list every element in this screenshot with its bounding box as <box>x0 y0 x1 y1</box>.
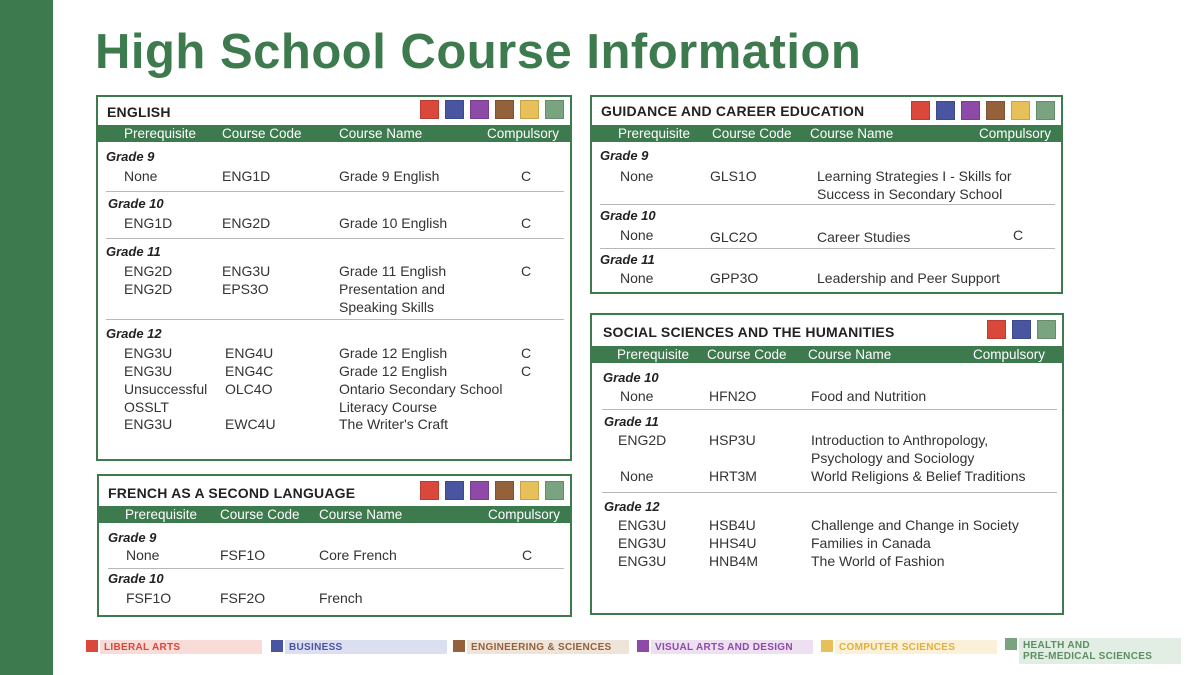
panel-header <box>99 476 570 504</box>
legend-label: COMPUTER SCIENCES <box>839 642 956 653</box>
code-cell: ENG4C <box>225 363 274 379</box>
prereq-cell: ENG3U <box>618 535 667 551</box>
name-cell: Food and Nutrition <box>811 388 927 404</box>
page-title: High School Course Information <box>95 25 862 79</box>
social-sciences-panel <box>590 313 1064 615</box>
code-cell: OLC4O <box>225 381 273 397</box>
code-cell: GLS1O <box>710 168 757 184</box>
category-swatches <box>420 481 564 500</box>
grade-label: Grade 11 <box>106 244 161 259</box>
category-swatches <box>987 320 1056 339</box>
compulsory-cell: C <box>522 547 533 563</box>
prereq-cell: ENG1D <box>124 215 173 231</box>
col-course-code: Course Code <box>707 347 787 362</box>
name-cell: Learning Strategies I - Skills for <box>817 168 1012 184</box>
code-cell: ENG3U <box>222 263 271 279</box>
col-prerequisite: Prerequisite <box>124 126 197 141</box>
code-cell: ENG4U <box>225 345 274 361</box>
panel-title: SOCIAL SCIENCES AND THE HUMANITIES <box>603 324 895 340</box>
swatch-engineering <box>986 101 1005 120</box>
divider <box>602 409 1057 410</box>
code-cell: HSB4U <box>709 517 756 533</box>
prereq-cell: None <box>124 168 158 184</box>
panel-title: FRENCH AS A SECOND LANGUAGE <box>108 485 356 501</box>
col-prerequisite: Prerequisite <box>125 507 198 522</box>
swatch-health <box>545 100 564 119</box>
prereq-cell: ENG3U <box>124 345 173 361</box>
swatch-engineering <box>495 100 514 119</box>
panel-title: ENGLISH <box>107 104 171 120</box>
swatch-liberal-arts <box>987 320 1006 339</box>
code-cell: FSF1O <box>220 547 266 563</box>
code-cell: EPS3O <box>222 281 269 297</box>
compulsory-cell: C <box>521 345 532 361</box>
swatch-business <box>445 100 464 119</box>
name-cell: Grade 12 English <box>339 345 448 361</box>
divider <box>106 319 564 320</box>
col-course-code: Course Code <box>712 126 792 141</box>
col-prerequisite: Prerequisite <box>617 347 690 362</box>
grade-label: Grade 10 <box>108 571 164 586</box>
prereq-cell: ENG3U <box>618 553 667 569</box>
legend-label: ENGINEERING & SCIENCES <box>471 642 612 653</box>
legend-business <box>271 639 447 655</box>
name-cell: Presentation and <box>339 281 445 297</box>
category-swatches <box>911 101 1055 120</box>
prereq-cell: ENG2D <box>618 432 667 448</box>
compulsory-cell: C <box>1013 227 1024 243</box>
name-cell: Psychology and Sociology <box>811 450 975 466</box>
column-header <box>99 506 570 523</box>
grade-label: Grade 9 <box>106 149 155 164</box>
legend-swatch <box>271 640 283 652</box>
panel-header <box>592 315 1062 346</box>
swatch-health <box>1036 101 1055 120</box>
prereq-cell: Unsuccessful <box>124 381 208 397</box>
col-compulsory: Compulsory <box>973 347 1046 362</box>
code-cell: GPP3O <box>710 270 759 286</box>
compulsory-cell: C <box>521 168 532 184</box>
name-cell: Core French <box>319 547 397 563</box>
name-cell: Grade 10 English <box>339 215 448 231</box>
compulsory-cell: C <box>521 215 532 231</box>
name-cell: Literacy Course <box>339 399 438 415</box>
col-course-name: Course Name <box>339 126 423 141</box>
name-cell: Success in Secondary School <box>817 186 1003 202</box>
prereq-cell: None <box>620 270 654 286</box>
prereq-cell: None <box>126 547 160 563</box>
compulsory-cell: C <box>521 363 532 379</box>
panel-header <box>98 97 570 125</box>
col-compulsory: Compulsory <box>487 126 560 141</box>
code-cell: HNB4M <box>709 553 759 569</box>
name-cell: Ontario Secondary School <box>339 381 503 397</box>
name-cell: Families in Canada <box>811 535 931 551</box>
legend-health <box>1005 637 1181 663</box>
swatch-health <box>1037 320 1056 339</box>
code-cell: ENG2D <box>222 215 271 231</box>
grade-label: Grade 11 <box>604 414 659 429</box>
legend-swatch <box>821 640 833 652</box>
prereq-cell: ENG2D <box>124 263 173 279</box>
column-header <box>592 125 1061 142</box>
swatch-liberal-arts <box>420 100 439 119</box>
prereq-cell: None <box>620 468 654 484</box>
legend-visual-arts <box>637 639 813 655</box>
divider <box>602 492 1057 493</box>
prereq-cell: OSSLT <box>124 399 169 415</box>
grade-label: Grade 10 <box>603 370 659 385</box>
legend-label: LIBERAL ARTS <box>104 642 181 653</box>
compulsory-cell: C <box>521 263 532 279</box>
panel-header <box>592 97 1061 125</box>
swatch-computer <box>520 481 539 500</box>
col-course-name: Course Name <box>808 347 892 362</box>
legend-swatch <box>86 640 98 652</box>
grade-label: Grade 12 <box>106 326 162 341</box>
legend-swatch <box>453 640 465 652</box>
divider <box>600 248 1055 249</box>
swatch-visual-arts <box>961 101 980 120</box>
code-cell: GLC2O <box>710 229 758 245</box>
legend-computer <box>821 639 997 655</box>
grade-label: Grade 9 <box>600 148 649 163</box>
swatch-business <box>936 101 955 120</box>
name-cell: The World of Fashion <box>811 553 945 569</box>
name-cell: French <box>319 590 363 606</box>
code-cell: HHS4U <box>709 535 757 551</box>
divider <box>108 568 564 569</box>
grade-label: Grade 12 <box>604 499 660 514</box>
code-cell: HFN2O <box>709 388 757 404</box>
swatch-liberal-arts <box>420 481 439 500</box>
divider <box>106 238 564 239</box>
legend-label: BUSINESS <box>289 642 343 653</box>
legend-label: HEALTH AND <box>1023 640 1090 651</box>
col-course-code: Course Code <box>220 507 300 522</box>
swatch-visual-arts <box>470 100 489 119</box>
name-cell: Grade 12 English <box>339 363 448 379</box>
column-header <box>98 125 570 142</box>
divider <box>600 204 1055 205</box>
prereq-cell: ENG3U <box>124 363 173 379</box>
swatch-health <box>545 481 564 500</box>
english-panel <box>96 95 572 461</box>
name-cell: Speaking Skills <box>339 299 434 315</box>
swatch-business <box>1012 320 1031 339</box>
name-cell: The Writer's Craft <box>339 416 448 432</box>
divider <box>106 191 564 192</box>
grade-label: Grade 9 <box>108 530 157 545</box>
prereq-cell: ENG2D <box>124 281 173 297</box>
col-course-name: Course Name <box>810 126 894 141</box>
prereq-cell: ENG3U <box>124 416 173 432</box>
grade-label: Grade 10 <box>600 208 656 223</box>
col-compulsory: Compulsory <box>979 126 1052 141</box>
name-cell: Grade 9 English <box>339 168 440 184</box>
legend-label: PRE-MEDICAL SCIENCES <box>1023 651 1153 662</box>
code-cell: FSF2O <box>220 590 266 606</box>
col-course-code: Course Code <box>222 126 302 141</box>
col-course-name: Course Name <box>319 507 403 522</box>
legend-swatch <box>637 640 649 652</box>
name-cell: Career Studies <box>817 229 911 245</box>
prereq-cell: ENG3U <box>618 517 667 533</box>
code-cell: HSP3U <box>709 432 756 448</box>
col-prerequisite: Prerequisite <box>618 126 691 141</box>
name-cell: Challenge and Change in Society <box>811 517 1019 533</box>
french-panel <box>97 474 572 617</box>
name-cell: Grade 11 English <box>339 263 447 279</box>
panel-title: GUIDANCE AND CAREER EDUCATION <box>601 103 865 119</box>
name-cell: Introduction to Anthropology, <box>811 432 989 448</box>
prereq-cell: None <box>620 227 654 243</box>
guidance-panel <box>590 95 1063 294</box>
grade-label: Grade 11 <box>600 252 655 267</box>
name-cell: World Religions & Belief Traditions <box>811 468 1026 484</box>
column-header <box>592 346 1062 363</box>
side-accent-bar <box>0 0 53 675</box>
prereq-cell: None <box>620 168 654 184</box>
swatch-computer <box>520 100 539 119</box>
prereq-cell: FSF1O <box>126 590 172 606</box>
code-cell: ENG1D <box>222 168 271 184</box>
swatch-computer <box>1011 101 1030 120</box>
swatch-engineering <box>495 481 514 500</box>
legend-liberal-arts <box>86 639 262 655</box>
col-compulsory: Compulsory <box>488 507 561 522</box>
grade-label: Grade 10 <box>108 196 164 211</box>
legend-swatch <box>1005 638 1017 650</box>
swatch-liberal-arts <box>911 101 930 120</box>
code-cell: HRT3M <box>709 468 757 484</box>
legend-engineering <box>453 639 629 655</box>
code-cell: EWC4U <box>225 416 276 432</box>
legend-label: VISUAL ARTS AND DESIGN <box>655 642 793 653</box>
name-cell: Leadership and Peer Support <box>817 270 1000 286</box>
swatch-visual-arts <box>470 481 489 500</box>
category-swatches <box>420 100 564 119</box>
swatch-business <box>445 481 464 500</box>
prereq-cell: None <box>620 388 654 404</box>
